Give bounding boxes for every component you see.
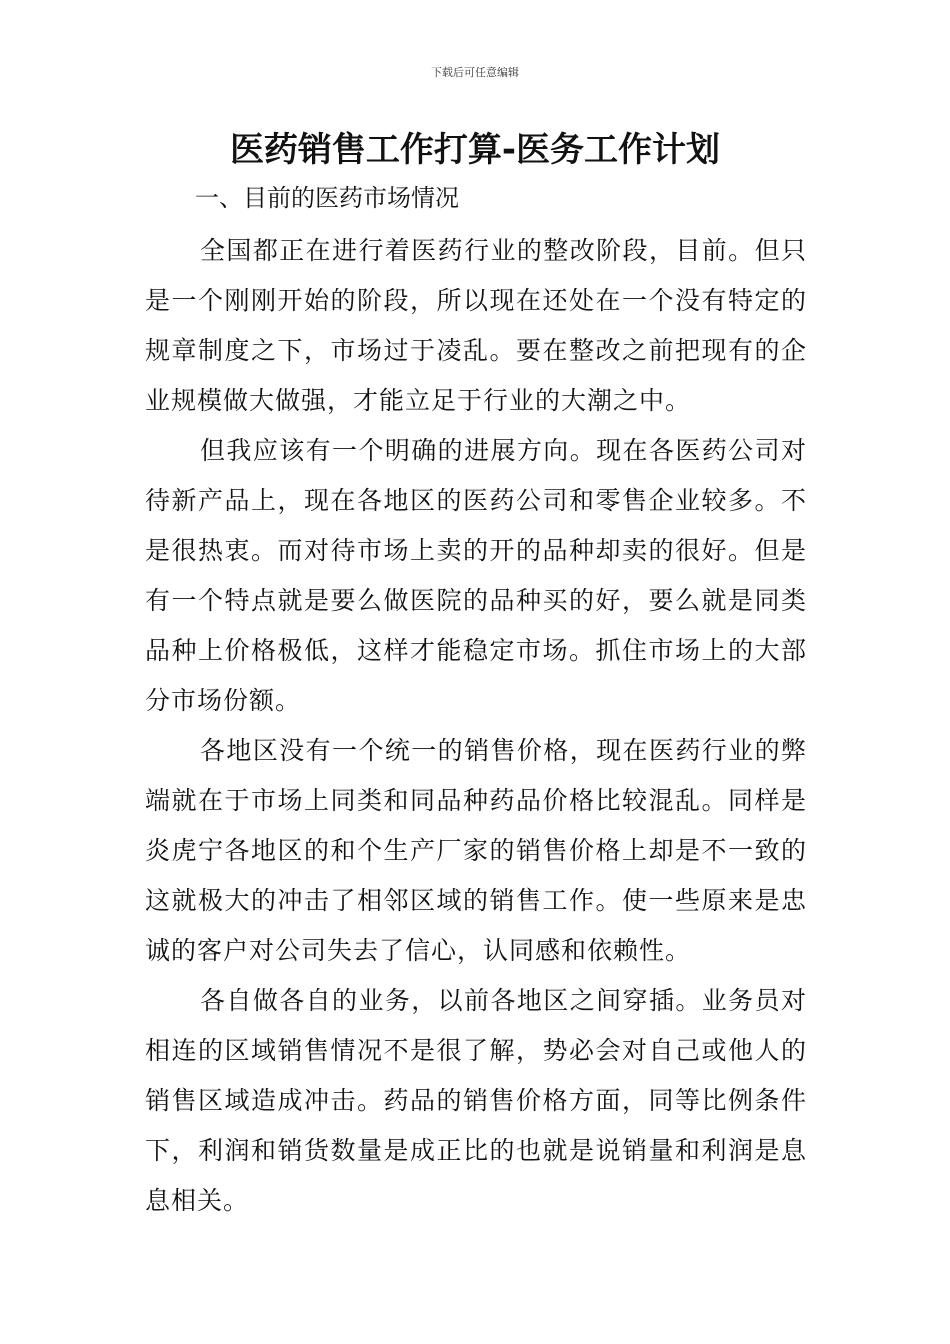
paragraph-1: 全国都正在进行着医药行业的整改阶段，目前。但只是一个刚刚开始的阶段，所以现在还处在一个没有特定的规章制度之下，市场过于凌乱。要在整改之前把现有的企业规模做大做强，才能立足于行业的大潮之中。: [145, 236, 807, 415]
header-note: 下载后可任意编辑: [431, 66, 519, 79]
paragraph-3: 各地区没有一个统一的销售价格，现在医药行业的弊端就在于市场上同类和同品种药品价格比较混乱。同样是炎虎宁各地区的和个生产厂家的销售价格上却是不一致的这就极大的冲击了相邻区域的销售工作。使一些原来是忠诚的客户对公司失去了信心，认同感和依赖性。: [145, 736, 807, 965]
document-title: 医药销售工作打算-医务工作计划: [229, 130, 721, 170]
paragraph-2: 但我应该有一个明确的进展方向。现在各医药公司对待新产品上，现在各地区的医药公司和零售企业较多。不是很热衷。而对待市场上卖的开的品种却卖的很好。但是有一个特点就是要么做医院的品种买的好，要么就是同类品种上价格极低，这样才能稳定市场。抓住市场上的大部分市场份额。: [145, 436, 807, 715]
section-heading: 一、目前的医药市场情况: [195, 184, 459, 212]
document-body: [145, 226, 807, 1226]
paragraph-4: 各自做各自的业务，以前各地区之间穿插。业务员对相连的区域销售情况不是很了解，势必会对自己或他人的销售区域造成冲击。药品的销售价格方面，同等比例条件下，利润和销货数量是成正比的也就是说销量和利润是息息相关。: [145, 986, 807, 1215]
